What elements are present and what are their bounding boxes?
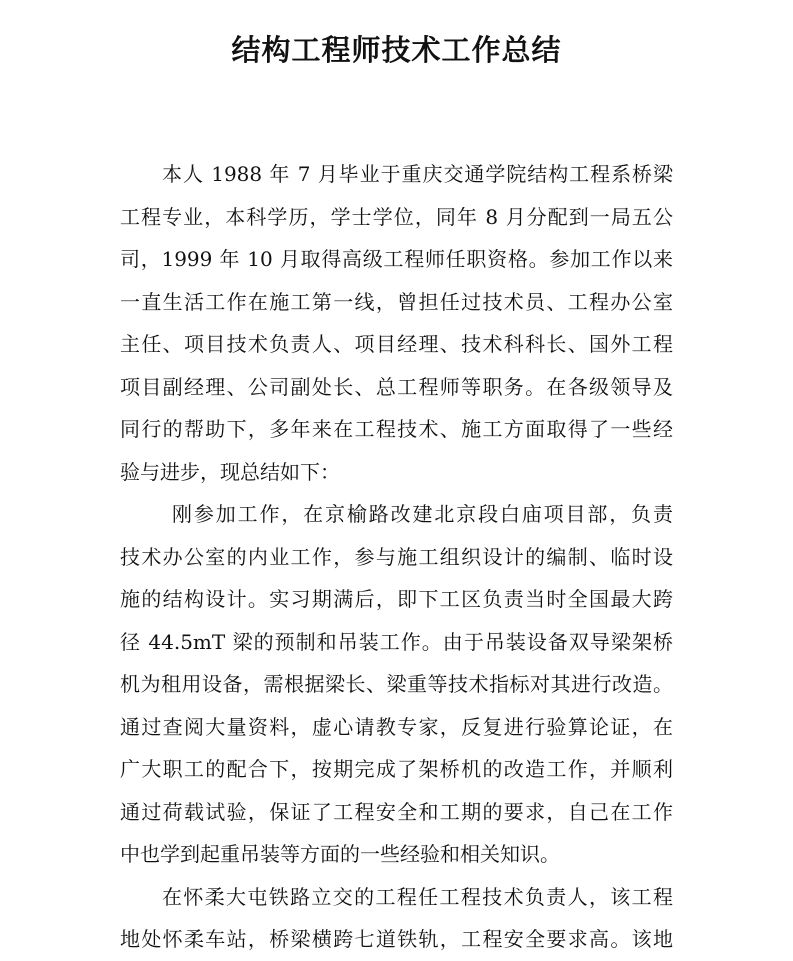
text-line: 项目副经理、公司副处长、总工程师等职务。在各级领导及 <box>120 374 673 399</box>
text-line: 技术办公室的内业工作，参与施工组织设计的编制、临时设 <box>120 544 673 569</box>
text-line: 径 44.5mT 梁的预制和吊装工作。由于吊装设备双导梁架桥 <box>120 629 673 654</box>
text-line: 验与进步，现总结如下： <box>120 459 340 484</box>
text-line: 司，1999 年 10 月取得高级工程师任职资格。参加工作以来 <box>120 247 673 271</box>
text-line: 同行的帮助下，多年来在工程技术、施工方面取得了一些经 <box>120 417 673 441</box>
paragraph <box>120 876 673 961</box>
document-body <box>120 153 673 961</box>
text-line: 一直生活工作在施工第一线，曾担任过技术员、工程办公室 <box>120 289 673 314</box>
text-line: 施的结构设计。实习期满后，即下工区负责当时全国最大跨 <box>120 587 673 611</box>
text-line: 主任、项目技术负责人、项目经理、技术科科长、国外工程 <box>120 332 673 356</box>
text-line: 通过查阅大量资料，虚心请教专家，反复进行验算论证，在 <box>120 714 673 739</box>
paragraph <box>120 153 673 493</box>
text-line: 广大职工的配合下，按期完成了架桥机的改造工作，并顺利 <box>120 757 673 781</box>
paragraph <box>120 493 673 876</box>
text-line: 在怀柔大屯铁路立交的工程任工程技术负责人，该工程 <box>162 884 673 909</box>
text-line: 通过荷载试验，保证了工程安全和工期的要求，自己在工作 <box>120 799 673 824</box>
text-line: 机为租用设备，需根据梁长、梁重等技术指标对其进行改造。 <box>120 672 673 696</box>
text-line: 本人 1988 年 7 月毕业于重庆交通学院结构工程系桥梁 <box>162 162 673 186</box>
text-line: 工程专业，本科学历，学士学位，同年 8 月分配到一局五公 <box>120 204 673 229</box>
text-line: 中也学到起重吊装等方面的一些经验和相关知识。 <box>120 842 560 866</box>
document-title: 结构工程师技术工作总结 <box>231 33 562 67</box>
text-line: 刚参加工作，在京榆路改建北京段白庙项目部，负责 <box>172 502 673 526</box>
text-line: 地处怀柔车站，桥梁横跨七道铁轨，工程安全要求高。该地 <box>120 927 673 951</box>
